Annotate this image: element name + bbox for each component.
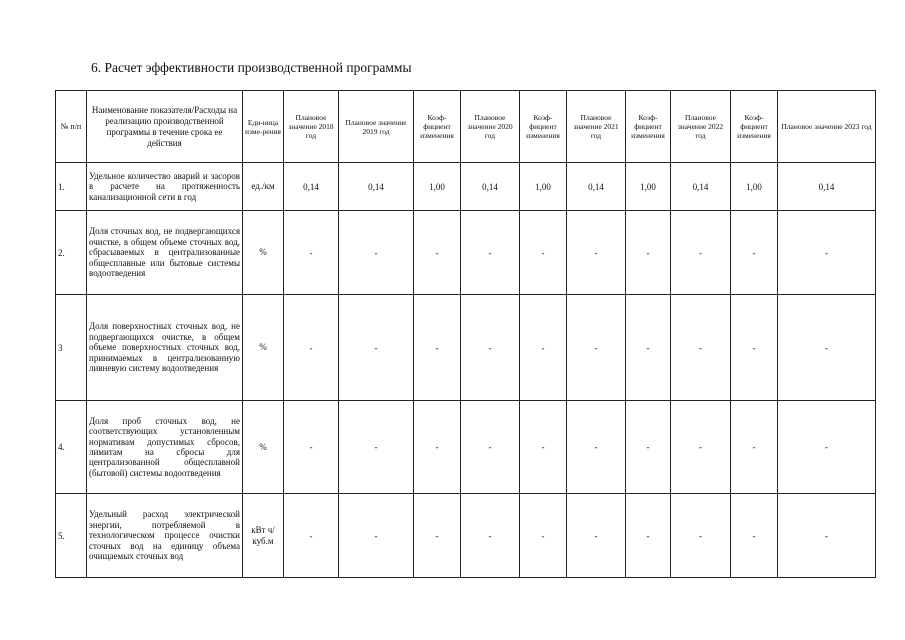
row-indicator-name: Доля поверхностных сточных вод, не подвергающихся очистке, в общем объеме поверхностных сточных вод, принимаемых в централизованную ливневую систему водоотведения [87,295,243,401]
row-value: - [567,401,626,494]
row-value: - [731,494,778,578]
header-col: Плановое значение 2022 год [671,91,731,163]
row-value: - [778,401,876,494]
row-value: - [339,211,414,295]
row-value: 0,14 [778,163,876,211]
row-value: - [778,211,876,295]
row-value: 1,00 [626,163,671,211]
header-name: Наименование показателя/Расходы на реализацию производственной программы в течение срока ее действия [87,91,243,163]
row-value: - [731,401,778,494]
row-value: - [414,211,461,295]
row-number: 3 [56,295,87,401]
row-indicator-name: Удельный расход электрической энергии, потребляемой в технологическом процессе очистки сточных вод на единицу объема очищаемых сточных вод [87,494,243,578]
row-value: - [461,295,520,401]
row-value: - [626,211,671,295]
row-unit: % [243,211,284,295]
row-value: 0,14 [339,163,414,211]
row-value: 1,00 [731,163,778,211]
row-value: - [414,295,461,401]
header-unit: Еди-ница изме-рения [243,91,284,163]
row-unit: % [243,295,284,401]
header-col: Плановое значение 2023 год [778,91,876,163]
row-value: - [671,401,731,494]
row-value: - [461,211,520,295]
row-value: - [461,401,520,494]
row-value: - [626,401,671,494]
row-value: - [671,211,731,295]
row-unit: кВт ч/куб.м [243,494,284,578]
row-value: - [414,401,461,494]
row-number: 2. [56,211,87,295]
row-value: 1,00 [414,163,461,211]
row-indicator-name: Удельное количество аварий и засоров в расчете на протяженность канализационной сети в год [87,163,243,211]
row-unit: % [243,401,284,494]
header-col: Плановое значение 2019 год [339,91,414,163]
row-value: - [567,494,626,578]
table-header-row [56,91,876,163]
row-value: - [284,494,339,578]
row-value: - [414,494,461,578]
row-value: - [339,401,414,494]
row-unit: ед./км [243,163,284,211]
row-value: - [461,494,520,578]
row-value: - [284,211,339,295]
header-col: Коэф-фициент изменения [414,91,461,163]
row-value: - [731,211,778,295]
table-row [56,163,876,211]
row-value: - [731,295,778,401]
row-value: - [520,211,567,295]
row-value: - [778,494,876,578]
header-col: Коэф-фициент изменения [731,91,778,163]
header-col: Коэф-фициент изменения [520,91,567,163]
row-value: - [339,295,414,401]
header-number: № п/п [56,91,87,163]
header-col: Коэф-фициент изменения [626,91,671,163]
efficiency-table [55,90,876,578]
section-title: 6. Расчет эффективности производственной программы [91,60,412,75]
row-value: 1,00 [520,163,567,211]
row-value: - [520,494,567,578]
row-value: - [626,494,671,578]
row-number: 1. [56,163,87,211]
row-indicator-name: Доля проб сточных вод, не соответствующих установленным нормативам допустимых сбросов, лимитам на сбросы для централизованной общесплавной (бытовой) системы водоотведения [87,401,243,494]
header-col: Плановое значение 2018 год [284,91,339,163]
row-value: - [520,401,567,494]
row-number: 5. [56,494,87,578]
row-value: - [778,295,876,401]
row-number: 4. [56,401,87,494]
row-value: 0,14 [284,163,339,211]
header-col: Плановое значение 2021 год [567,91,626,163]
row-value: - [567,295,626,401]
table-row [56,401,876,494]
row-value: 0,14 [461,163,520,211]
row-value: - [671,295,731,401]
row-value: - [284,401,339,494]
row-value: - [339,494,414,578]
row-value: - [520,295,567,401]
table-row [56,494,876,578]
row-value: 0,14 [671,163,731,211]
table-body [56,163,876,578]
header-col: Плановое значение 2020 год [461,91,520,163]
row-indicator-name: Доля сточных вод, не подвергающихся очистке, в общем объеме сточных вод, сбрасываемых в централизованные общесплавные или бытовые системы водоотведения [87,211,243,295]
table-row [56,295,876,401]
table-row [56,211,876,295]
row-value: - [626,295,671,401]
row-value: 0,14 [567,163,626,211]
row-value: - [567,211,626,295]
row-value: - [671,494,731,578]
row-value: - [284,295,339,401]
